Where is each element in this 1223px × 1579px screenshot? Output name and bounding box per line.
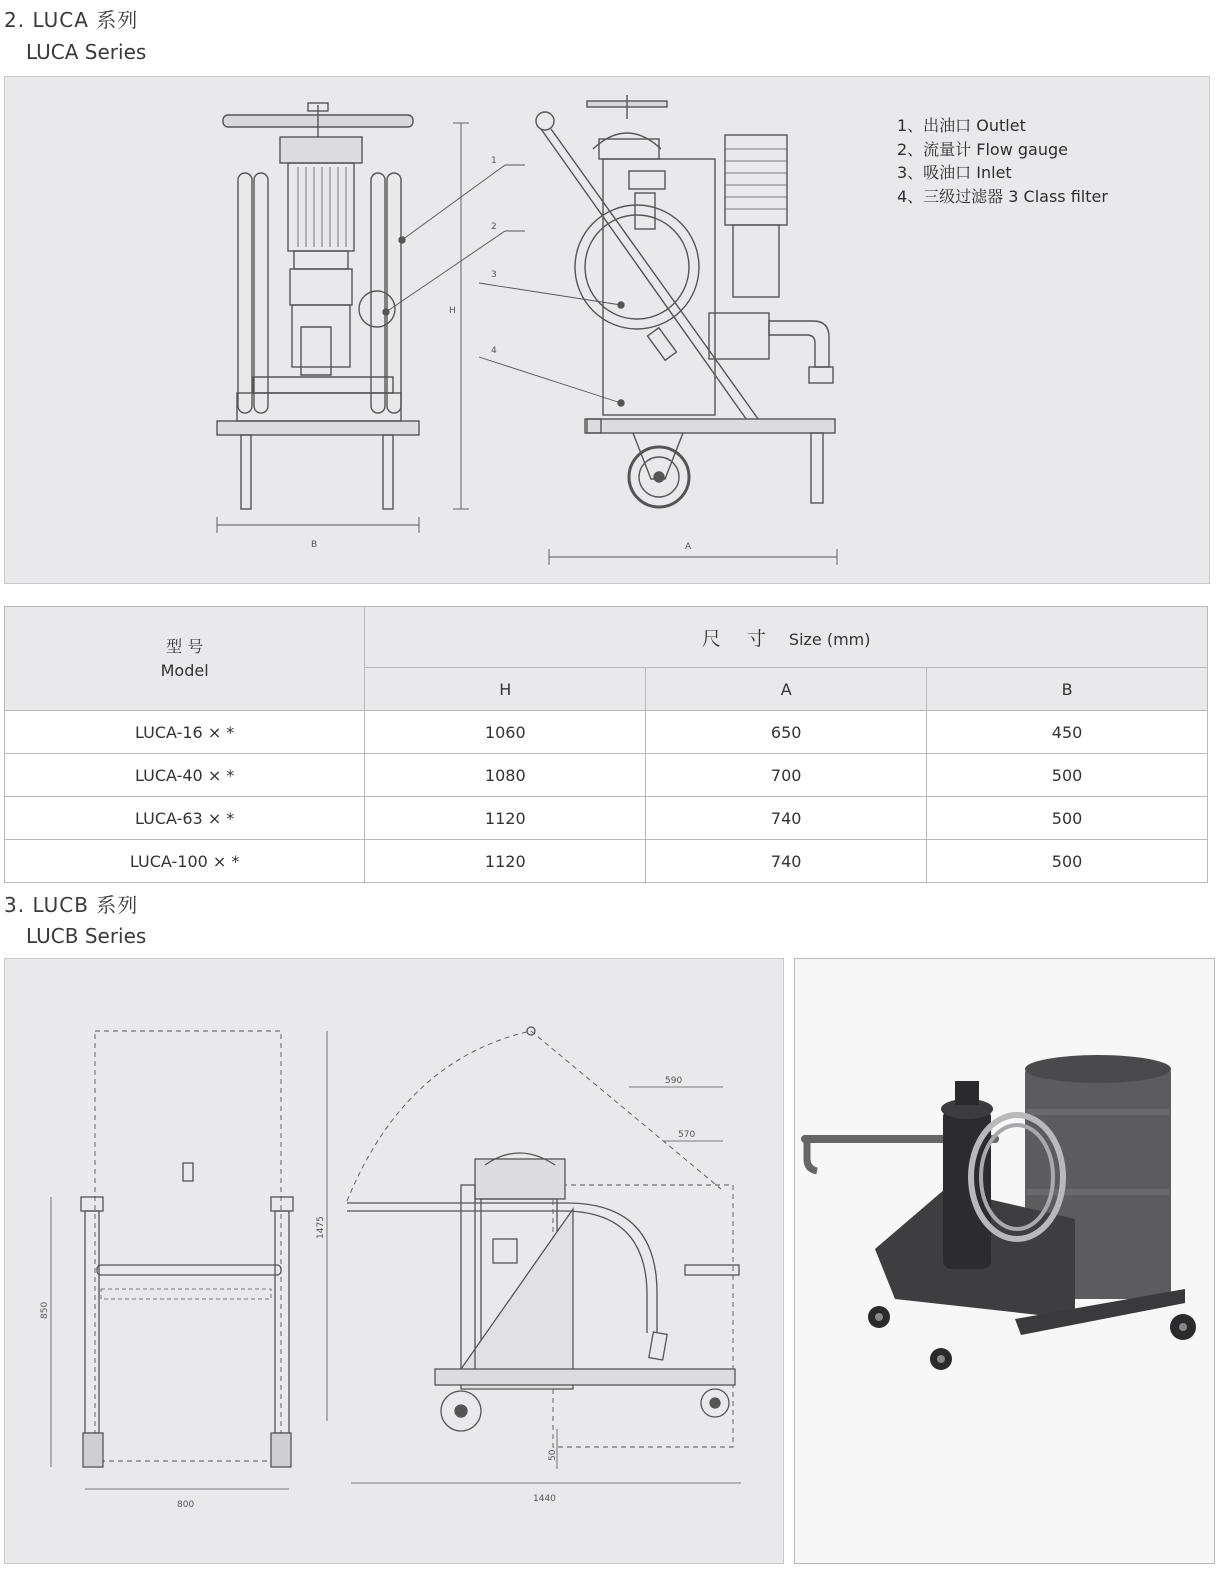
- col-h-header: H: [365, 668, 646, 711]
- model-header: [5, 607, 365, 711]
- cell-model: LUCA-40 × *: [5, 754, 365, 797]
- cell-b: 500: [927, 797, 1208, 840]
- luca-front-view: [217, 103, 525, 550]
- legend-item-flow-gauge: 2、流量计 Flow gauge: [897, 139, 1068, 159]
- table-row: [5, 711, 1208, 754]
- col-a-header: A: [646, 668, 927, 711]
- cell-a: 740: [646, 797, 927, 840]
- cell-b: 500: [927, 754, 1208, 797]
- lucb-front-view: [40, 1031, 293, 1510]
- dim-570: 570: [678, 1130, 696, 1140]
- size-header: [365, 607, 1208, 668]
- cell-a: 740: [646, 840, 927, 883]
- leader-2-label: 2: [491, 222, 497, 232]
- cell-model: LUCA-100 × *: [5, 840, 365, 883]
- legend-item-3-class-filter: 4、三级过滤器 3 Class filter: [897, 186, 1108, 206]
- lucb-technical-drawing: [5, 959, 783, 1563]
- section3-subtitle: LUCB Series: [26, 924, 147, 948]
- table-row: [5, 840, 1208, 883]
- model-header-en: Model: [160, 660, 209, 680]
- dim-800: 800: [177, 1500, 195, 1510]
- legend-item-outlet: 1、出油口 Outlet: [897, 116, 1026, 135]
- model-header-zh: 型 号: [166, 636, 204, 656]
- luca-legend: [897, 114, 1108, 208]
- cell-a: 700: [646, 754, 927, 797]
- section3-title-zh: 3. LUCB 系列: [4, 893, 139, 917]
- dim-a-label: A: [685, 542, 692, 552]
- leader-1-label: 1: [491, 156, 497, 166]
- dim-590: 590: [665, 1076, 683, 1086]
- cell-a: 650: [646, 711, 927, 754]
- dim-850: 850: [40, 1301, 50, 1319]
- table-row: [5, 797, 1208, 840]
- luca-size-table: [4, 606, 1208, 883]
- lucb-side-view: [316, 1027, 741, 1504]
- size-header-en: Size (mm): [788, 629, 871, 649]
- size-header-zh: 尺 寸: [701, 627, 776, 650]
- lucb-photo: [794, 958, 1215, 1564]
- dim-h-label: H: [449, 306, 456, 316]
- cell-b: 500: [927, 840, 1208, 883]
- luca-side-view: [479, 95, 837, 565]
- cell-h: 1120: [365, 797, 646, 840]
- dim-1440: 1440: [533, 1494, 556, 1504]
- leader-3-label: 3: [491, 270, 497, 280]
- cell-model: LUCA-16 × *: [5, 711, 365, 754]
- cell-h: 1120: [365, 840, 646, 883]
- table-row: [5, 754, 1208, 797]
- cell-model: LUCA-63 × *: [5, 797, 365, 840]
- lucb-photo-illustration: [795, 959, 1214, 1563]
- section2-subtitle: LUCA Series: [26, 40, 147, 64]
- lucb-drawing-panel: [4, 958, 784, 1564]
- dim-50: 50: [548, 1449, 558, 1461]
- cell-b: 450: [927, 711, 1208, 754]
- legend-item-inlet: 3、吸油口 Inlet: [897, 163, 1012, 182]
- section2-title-zh: 2. LUCA 系列: [4, 8, 139, 32]
- cell-h: 1080: [365, 754, 646, 797]
- dim-b-label: B: [311, 540, 318, 550]
- leader-4-label: 4: [491, 346, 497, 356]
- section3-title: [4, 893, 138, 917]
- section2-title: [4, 8, 138, 32]
- col-b-header: B: [927, 668, 1208, 711]
- cell-h: 1060: [365, 711, 646, 754]
- dim-1475: 1475: [316, 1216, 326, 1239]
